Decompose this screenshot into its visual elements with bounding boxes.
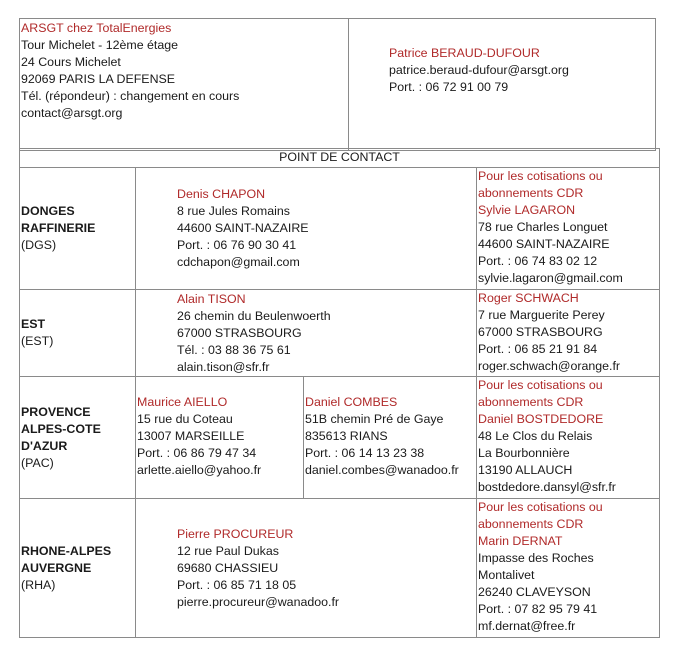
hq-email[interactable]: contact@arsgt.org — [21, 106, 123, 120]
contact-city: 44600 SAINT-NAZAIRE — [177, 221, 309, 235]
region-name: ALPES-COTE — [21, 421, 101, 436]
table-row — [20, 168, 660, 290]
contact-email[interactable]: roger.schwach@orange.fr — [478, 359, 621, 373]
delegate-contact — [136, 377, 304, 499]
contact-phone: Port. : 07 82 95 79 41 — [478, 602, 598, 616]
region-name: PROVENCE — [21, 404, 91, 419]
contact-table — [19, 148, 660, 638]
contact-name: Maurice AIELLO — [137, 395, 228, 409]
contact-address: 78 rue Charles Longuet — [478, 220, 608, 234]
contact-address: 26 chemin du Beulenwoerth — [177, 308, 331, 323]
cotisation-note: abonnements CDR — [478, 186, 584, 200]
contact-name: Pierre PROCUREUR — [177, 526, 294, 541]
cotisation-note: Pour les cotisations ou — [478, 500, 603, 514]
contact-address: Montalivet — [478, 568, 535, 582]
contact-email[interactable]: mf.dernat@free.fr — [478, 619, 576, 633]
headquarters-address — [20, 19, 349, 151]
contact-email[interactable]: arlette.aiello@yahoo.fr — [137, 463, 262, 477]
delegate-contact — [304, 377, 477, 499]
cotisation-contact — [477, 168, 660, 290]
president-contact — [349, 19, 656, 151]
hq-address-line: 24 Cours Michelet — [21, 55, 121, 69]
cotisation-note: Pour les cotisations ou — [478, 169, 603, 183]
contact-address: Impasse des Roches — [478, 551, 594, 565]
contact-address: 48 Le Clos du Relais — [478, 429, 593, 443]
region-name: RHONE-ALPES — [21, 543, 112, 558]
contact-address: 8 rue Jules Romains — [177, 204, 290, 218]
contact-city: 26240 CLAVEYSON — [478, 585, 591, 599]
contact-name: Daniel COMBES — [305, 395, 398, 409]
contact-name: Denis CHAPON — [177, 187, 266, 201]
contact-email[interactable]: pierre.procureur@wanadoo.fr — [177, 594, 340, 609]
region-name: DONGES — [21, 204, 75, 218]
region-name: EST — [21, 317, 46, 331]
contact-name: Marin DERNAT — [478, 534, 563, 548]
contact-name: Roger SCHWACH — [478, 291, 579, 305]
contact-phone: Tél. : 03 88 36 75 61 — [177, 342, 291, 357]
contact-phone: Port. : 06 76 90 30 41 — [177, 238, 297, 252]
contact-city: 835613 RIANS — [305, 429, 388, 443]
cotisation-note: abonnements CDR — [478, 395, 584, 409]
cotisation-contact — [477, 377, 660, 499]
hq-phone: Tél. (répondeur) : changement en cours — [21, 89, 240, 103]
contact-city: 13007 MARSEILLE — [137, 429, 245, 443]
region-cell — [20, 499, 136, 638]
president-phone: Port. : 06 72 91 00 79 — [389, 80, 509, 94]
region-code: (RHA) — [21, 577, 56, 592]
hq-address-line: 92069 PARIS LA DEFENSE — [21, 72, 176, 86]
contact-email[interactable]: cdchapon@gmail.com — [177, 255, 300, 269]
contact-city: 67000 STRASBOURG — [177, 325, 302, 340]
cotisation-contact — [477, 290, 660, 377]
contact-phone: Port. : 06 86 79 47 34 — [137, 446, 257, 460]
region-cell — [20, 290, 136, 377]
contact-city: 67000 STRASBOURG — [478, 325, 603, 339]
table-row — [20, 290, 660, 377]
region-cell — [20, 377, 136, 499]
delegate-contact — [136, 499, 477, 638]
contact-phone: Port. : 06 74 83 02 12 — [478, 254, 598, 268]
delegate-contact — [136, 168, 477, 290]
president-email[interactable]: patrice.beraud-dufour@arsgt.org — [389, 63, 569, 77]
contact-city: 13190 ALLAUCH — [478, 463, 573, 477]
hq-address-line: Tour Michelet - 12ème étage — [21, 38, 179, 52]
region-code: (DGS) — [21, 238, 57, 252]
contact-city: 44600 SAINT-NAZAIRE — [478, 237, 610, 251]
contact-address: 15 rue du Coteau — [137, 412, 233, 426]
cotisation-note: abonnements CDR — [478, 517, 584, 531]
cotisation-note: Pour les cotisations ou — [478, 378, 603, 392]
region-code: (EST) — [21, 334, 54, 348]
headquarters-table — [19, 18, 656, 151]
contact-phone: Port. : 06 85 21 91 84 — [478, 342, 598, 356]
contact-phone: Port. : 06 85 71 18 05 — [177, 577, 297, 592]
delegate-contact — [136, 290, 477, 377]
region-code: (PAC) — [21, 455, 54, 470]
contact-email[interactable]: daniel.combes@wanadoo.fr — [305, 463, 459, 477]
table-row — [20, 499, 660, 638]
contact-table-header: POINT DE CONTACT — [20, 149, 660, 168]
contact-address: 12 rue Paul Dukas — [177, 543, 279, 558]
contact-name: Sylvie LAGARON — [478, 203, 576, 217]
contact-name: Daniel BOSTDEDORE — [478, 412, 604, 426]
cotisation-contact — [477, 499, 660, 638]
table-row — [20, 377, 660, 499]
region-name: RAFFINERIE — [21, 221, 96, 235]
region-name: AUVERGNE — [21, 560, 92, 575]
contact-address: La Bourbonnière — [478, 446, 570, 460]
contact-email[interactable]: alain.tison@sfr.fr — [177, 359, 270, 374]
contact-address: 51B chemin Pré de Gaye — [305, 412, 444, 426]
contact-email[interactable]: sylvie.lagaron@gmail.com — [478, 271, 623, 285]
region-cell — [20, 168, 136, 290]
president-name: Patrice BERAUD-DUFOUR — [389, 46, 540, 60]
region-name: D'AZUR — [21, 438, 68, 453]
contact-city: 69680 CHASSIEU — [177, 560, 279, 575]
hq-org-name: ARSGT chez TotalEnergies — [21, 21, 172, 35]
contact-phone: Port. : 06 14 13 23 38 — [305, 446, 425, 460]
contact-name: Alain TISON — [177, 291, 246, 306]
contact-address: 7 rue Marguerite Perey — [478, 308, 605, 322]
contact-email[interactable]: bostdedore.dansyl@sfr.fr — [478, 480, 616, 494]
